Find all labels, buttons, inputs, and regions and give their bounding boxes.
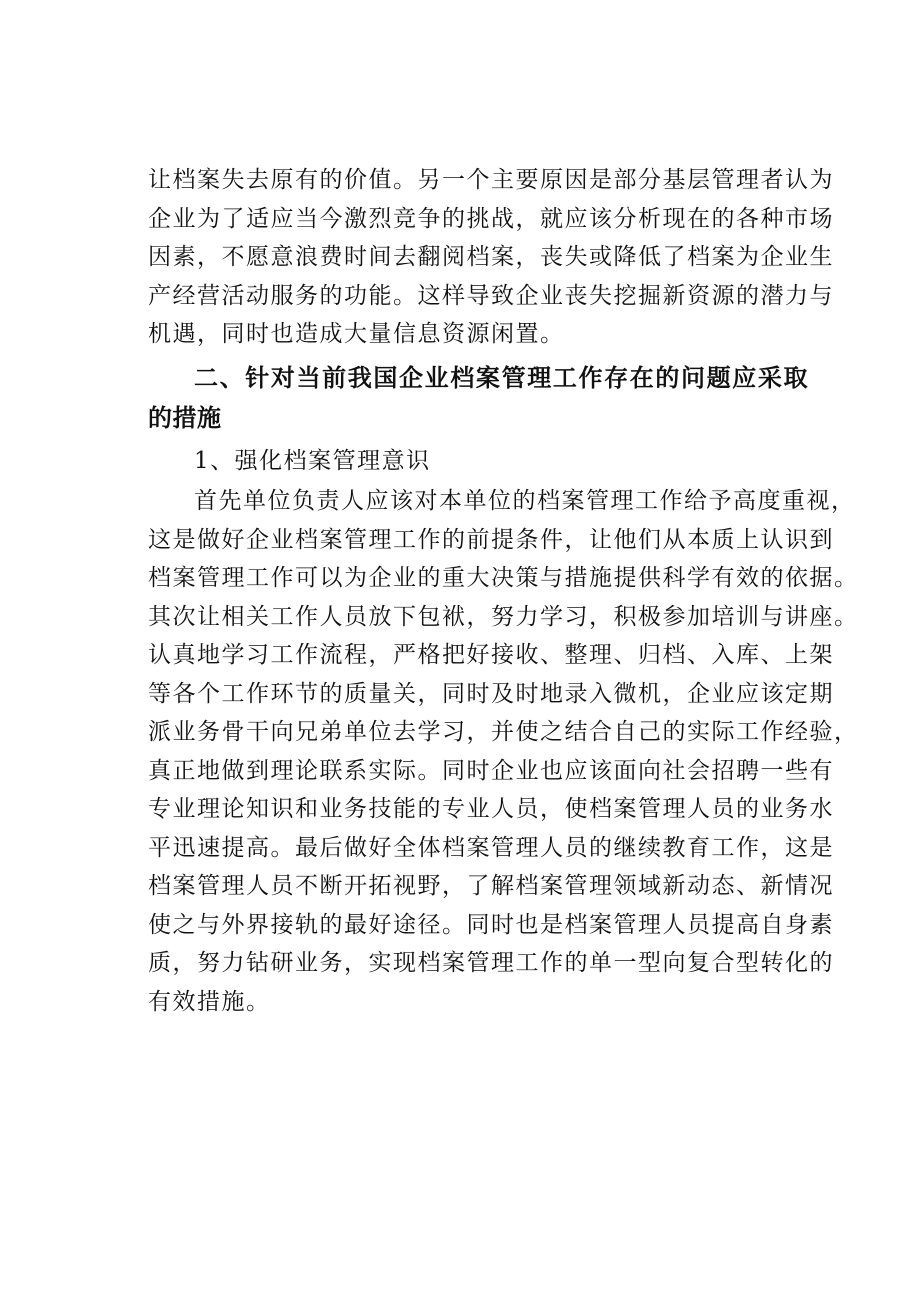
- text-line: 企业为了适应当今激烈竞争的挑战，就应该分析现在的各种市场: [148, 205, 834, 232]
- section-heading: [148, 358, 808, 438]
- text-line: 等各个工作环节的质量关，同时及时地录入微机，企业应该定期: [148, 680, 834, 707]
- text-line: 使之与外界接轨的最好途径。同时也是档案管理人员提高自身素: [148, 911, 834, 938]
- text-line: 其次让相关工作人员放下包袱，努力学习，积极参加培训与讲座。: [148, 603, 859, 630]
- paragraph-measures: [148, 482, 859, 1021]
- subsection-heading: [148, 442, 808, 481]
- text-line: 专业理论知识和业务技能的专业人员，使档案管理人员的业务水: [148, 796, 834, 822]
- subheading-text: 1、强化档案管理意识: [194, 447, 431, 474]
- paragraph-continuation: [148, 161, 834, 354]
- text-line: 让档案失去原有的价值。另一个主要原因是部分基层管理者认为: [148, 167, 834, 193]
- heading-line: 的措施: [148, 403, 222, 432]
- text-line: 有效措施。: [148, 988, 271, 1015]
- text-line: 这是做好企业档案管理工作的前提条件，让他们从本质上认识到: [148, 526, 834, 553]
- text-line: 产经营活动服务的功能。这样导致企业丧失挖掘新资源的潜力与: [148, 282, 834, 309]
- text-line: 认真地学习工作流程，严格把好接收、整理、归档、入库、上架: [148, 642, 834, 668]
- text-line: 机遇，同时也造成大量信息资源闲置。: [148, 321, 565, 347]
- text-line: 首先单位负责人应该对本单位的档案管理工作给予高度重视，: [194, 488, 856, 514]
- heading-line: 二、针对当前我国企业档案管理工作存在的问题应采取: [194, 363, 808, 392]
- text-line: 因素，不愿意浪费时间去翻阅档案，丧失或降低了档案为企业生: [148, 244, 834, 270]
- text-line: 档案管理工作可以为企业的重大决策与措施提供科学有效的依据。: [148, 565, 859, 591]
- text-line: 真正地做到理论联系实际。同时企业也应该面向社会招聘一些有: [148, 757, 834, 784]
- text-line: 档案管理人员不断开拓视野，了解档案管理领域新动态、新情况: [148, 873, 834, 899]
- document-body: [148, 161, 859, 1021]
- text-line: 平迅速提高。最后做好全体档案管理人员的继续教育工作，这是: [148, 834, 834, 861]
- text-line: 派业务骨干向兄弟单位去学习，并使之结合自己的实际工作经验，: [148, 719, 859, 745]
- text-line: 质，努力钻研业务，实现档案管理工作的单一型向复合型转化的: [148, 950, 834, 976]
